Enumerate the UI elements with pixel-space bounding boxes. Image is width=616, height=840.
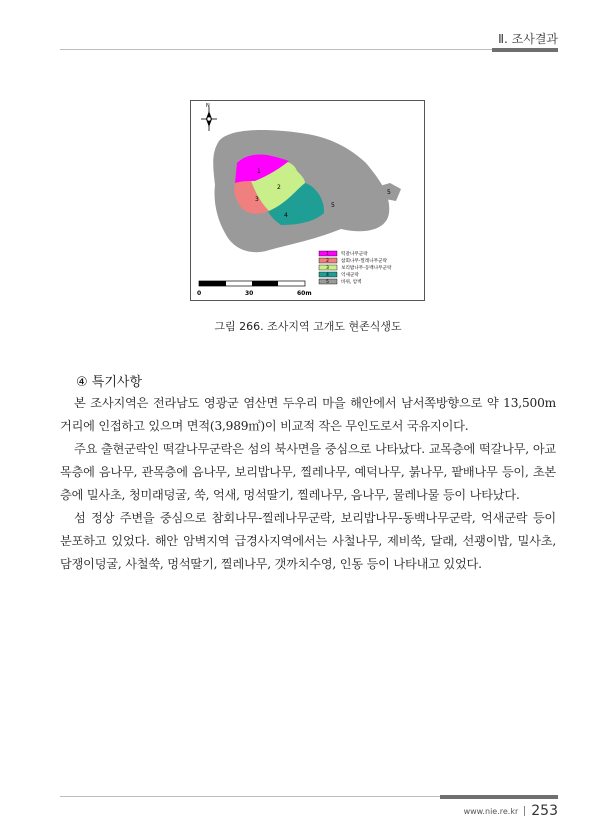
legend-num-4: 4	[326, 273, 329, 278]
header-rule	[60, 49, 558, 50]
map-legend	[319, 250, 392, 285]
scale-bar	[197, 281, 312, 297]
figure-caption: 그림 266. 조사지역 고개도 현존식생도	[214, 320, 402, 333]
zone-label-2: 2	[277, 184, 281, 191]
legend-text-1: 떡갈나무군락	[341, 252, 368, 257]
paragraph-3: 섬 정상 주변을 중심으로 참회나무-찔레나무군락, 보리밥나무-동백나무군락, 억새군락 등이 분포하고 있었다. 해안 암벽지역 급경사지역에서는 사철나무, 제비쑥, 달래, 선괭이밥, 밀사초, 담쟁이덩굴, 사철쑥, 멍석딸기, 찔레나무, 갯까치수영, 인동 등이 나타내고 있었다.	[60, 511, 556, 571]
legend-num-2: 2	[326, 259, 329, 264]
scale-label-30: 30	[245, 290, 254, 297]
legend-num-3: 3	[326, 266, 329, 271]
page-number: 253	[531, 803, 558, 819]
vegetation-map-figure	[190, 100, 425, 301]
paragraph-2: 주요 출현군락인 떡갈나무군락은 섬의 북사면을 중심으로 나타났다. 교목층에 떡갈나무, 아교목층에 음나무, 관목층에 음나무, 보리밥나무, 찔레나무, 예덕나무, 붉나무, 팥배나무 등이, 초본층에 밀사초, 청미래덩굴, 쑥, 억새, 멍석딸기, 찔레나무, 음나무, 물레나물 등이 나타났다.	[60, 442, 556, 502]
body-text	[60, 392, 556, 576]
legend-text-5: 바위, 암벽	[341, 280, 362, 285]
compass-icon	[201, 107, 217, 131]
section-header: Ⅱ. 조사결과	[498, 32, 558, 46]
subsection-title: ④ 특기사항	[76, 375, 143, 390]
zone-label-1: 1	[257, 168, 261, 175]
zone-label-5: 5	[331, 202, 335, 209]
legend-text-2: 참회나무-찔레나무군락	[341, 259, 388, 264]
footer-rule-accent	[440, 795, 558, 799]
islet-label-5: 5	[387, 189, 391, 196]
legend-num-5: 5	[326, 280, 329, 285]
footer-separator	[524, 806, 525, 816]
vegetation-map	[191, 101, 426, 302]
footer-url[interactable]: www.nie.re.kr	[463, 806, 519, 816]
header-rule-accent	[492, 48, 558, 52]
legend-text-4: 억새군락	[341, 273, 359, 278]
zone-label-4: 4	[284, 212, 288, 219]
legend-text-3: 보리밥나무-동백나무군락	[341, 266, 392, 271]
zone-label-3: 3	[255, 196, 259, 203]
page-footer	[464, 803, 558, 819]
scale-label-0: 0	[197, 290, 202, 297]
scale-label-60m: 60m	[297, 290, 312, 297]
north-label: N	[206, 103, 210, 109]
legend-num-1: 1	[326, 252, 329, 257]
paragraph-1: 본 조사지역은 전라남도 영광군 염산면 두우리 마을 해안에서 남서쪽방향으로 약 13,500m 거리에 인접하고 있으며 면적(3,989㎡)이 비교적 작은 무인도로서 국유지이다.	[60, 396, 556, 433]
